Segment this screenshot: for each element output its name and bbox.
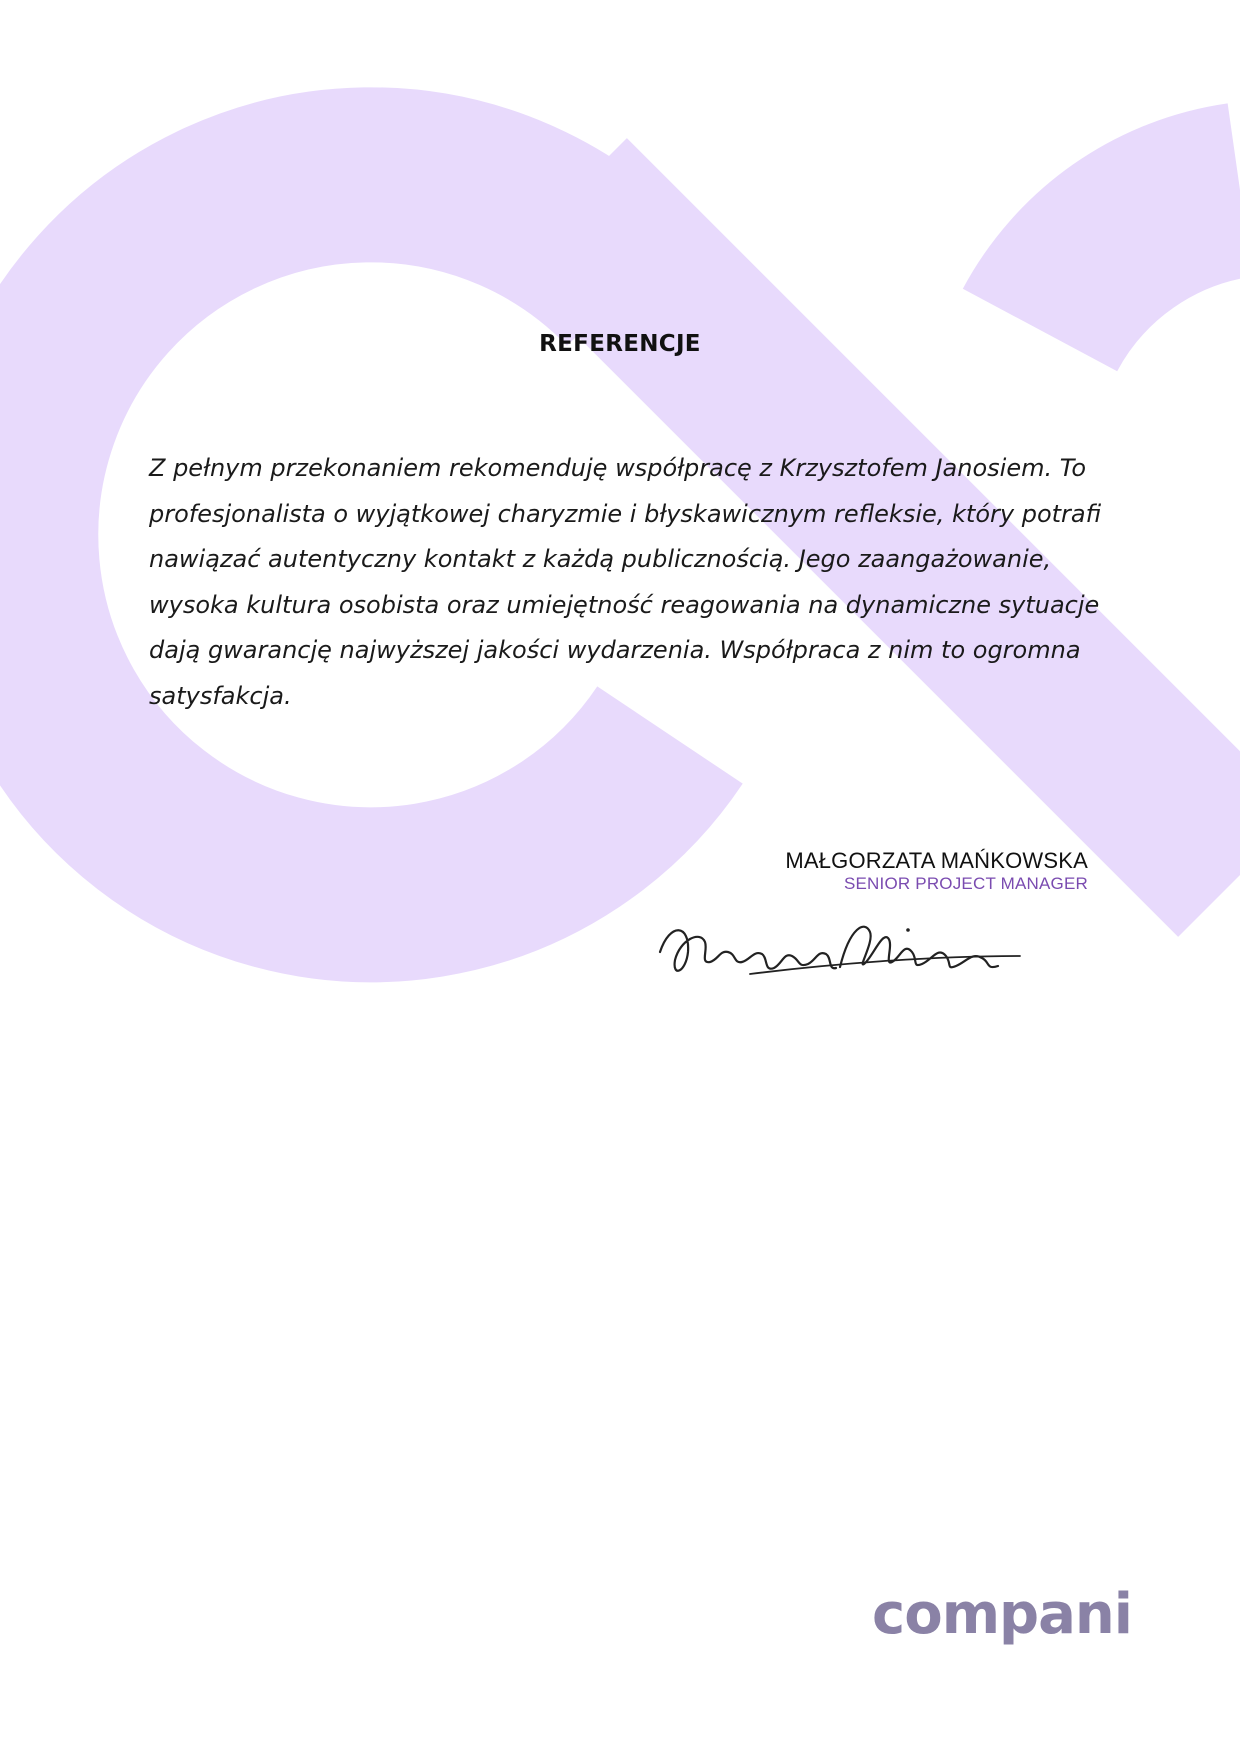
signer-block bbox=[785, 848, 1088, 894]
handwritten-signature bbox=[650, 912, 1030, 992]
compani-logo: compani bbox=[872, 1582, 1132, 1647]
signer-role: SENIOR PROJECT MANAGER bbox=[843, 874, 1088, 893]
page-title: REFERENCJE bbox=[539, 331, 701, 357]
recommendation-text: Z pełnym przekonaniem rekomenduję współpracę z Krzysztofem Janosiem. To profesjonalista o wyjątkowej charyzmie i błyskawicznym refleksie, który potrafi nawiązać autentyczny kontakt z każdą publicznością. Jego zaangażowanie, wysoka kultura osobista oraz umiejętność reagowania na dynamiczne sytuacje dają gwarancję najwyższej jakości wydarzenia. Współpraca z nim to ogromna satysfakcja. bbox=[149, 454, 1102, 710]
signer-name: MAŁGORZATA MAŃKOWSKA bbox=[785, 848, 1088, 873]
